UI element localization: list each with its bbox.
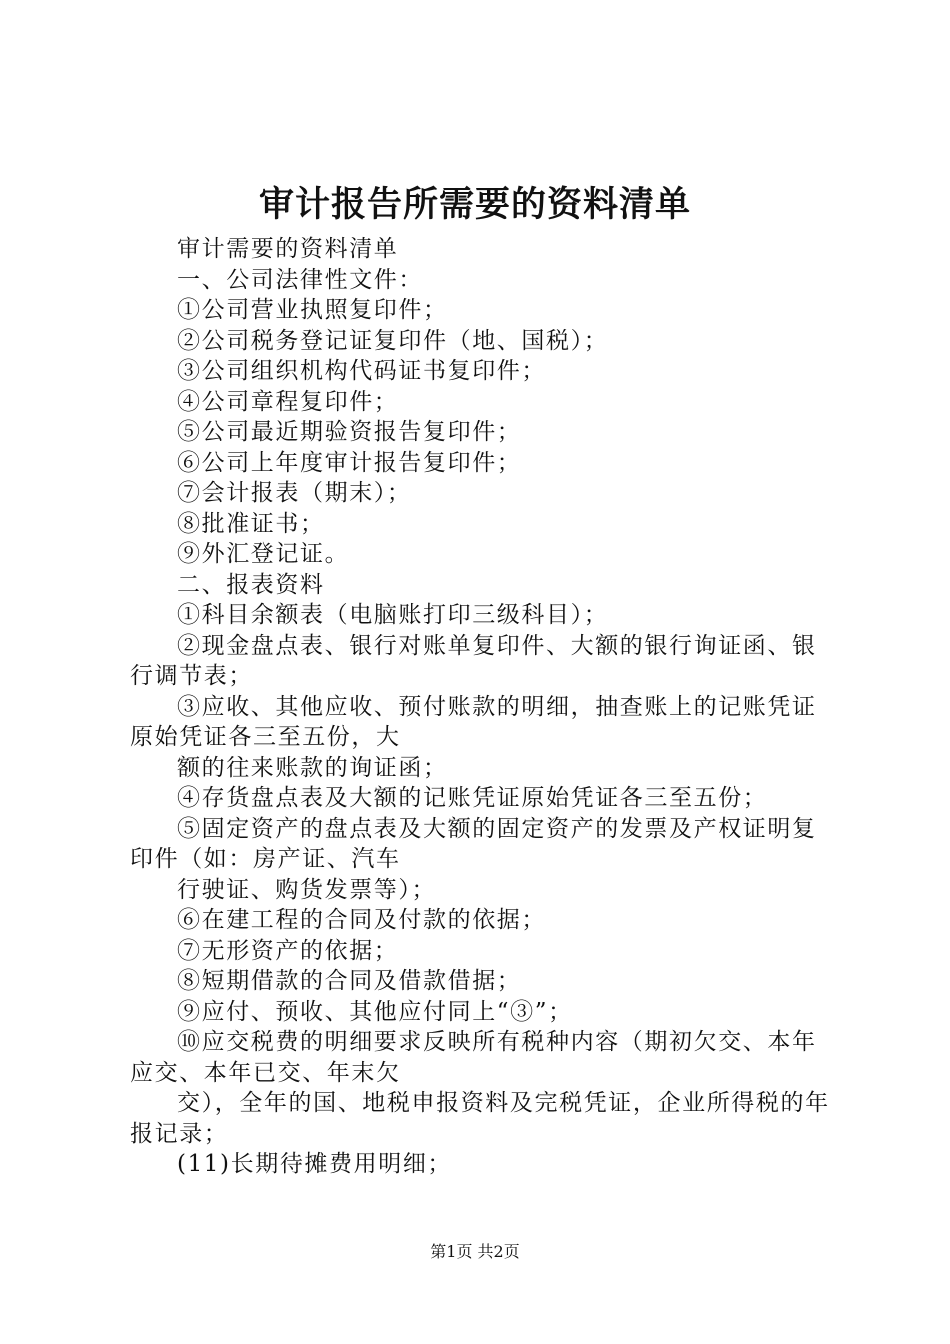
list-item-continuation: 行驶证、购货发票等）； — [177, 876, 437, 903]
list-item: ②公司税务登记证复印件（地、国税）； — [177, 327, 609, 354]
list-item: ②现金盘点表、银行对账单复印件、大额的银行询证函、银行调节表； — [130, 632, 817, 689]
list-item: ⑤固定资产的盘点表及大额的固定资产的发票及产权证明复印件（如：房产证、汽车 — [130, 815, 817, 872]
list-item: ⑦会计报表（期末）； — [177, 480, 412, 506]
paragraph: 审计需要的资料清单 — [177, 236, 399, 262]
list-item: ⑥公司上年度审计报告复印件； — [177, 449, 522, 476]
list-item: ⑨应付、预收、其他应付同上“③”； — [177, 998, 573, 1025]
list-item: ③公司组织机构代码证书复印件； — [177, 358, 546, 384]
list-item: (11)长期待摊费用明细； — [177, 1151, 453, 1177]
list-item: ③应收、其他应收、预付账款的明细，抽查账上的记账凭证原始凭证各三至五份，大 — [130, 693, 817, 750]
list-item: ⑧批准证书； — [177, 510, 325, 537]
list-item: ⑨外汇登记证。 — [177, 541, 350, 567]
section-heading: 二、报表资料 — [177, 571, 325, 598]
list-item: ④公司章程复印件； — [177, 388, 399, 415]
document-title: 审计报告所需要的资料清单 — [258, 184, 691, 225]
list-item: ①科目余额表（电脑账打印三级科目）； — [177, 602, 609, 628]
list-item: ⑤公司最近期验资报告复印件； — [177, 419, 522, 445]
list-item-continuation: 交），全年的国、地税申报资料及完税凭证，企业所得税的年报记录； — [130, 1090, 830, 1147]
section-heading: 一、公司法律性文件： — [177, 266, 423, 293]
document-body — [130, 234, 835, 1180]
list-item: ⑧短期借款的合同及借款借据； — [177, 968, 522, 994]
page-footer: 第1页 共2页 — [430, 1242, 520, 1261]
list-item: ①公司营业执照复印件； — [177, 297, 448, 323]
list-item-continuation: 额的往来账款的询证函； — [177, 754, 448, 781]
list-item: ⑥在建工程的合同及付款的依据； — [177, 907, 546, 933]
list-item: ⑩应交税费的明细要求反映所有税种内容（期初欠交、本年应交、本年已交、年末欠 — [130, 1029, 817, 1086]
list-item: ⑦无形资产的依据； — [177, 937, 399, 964]
list-item: ④存货盘点表及大额的记账凭证原始凭证各三至五份； — [177, 785, 768, 811]
